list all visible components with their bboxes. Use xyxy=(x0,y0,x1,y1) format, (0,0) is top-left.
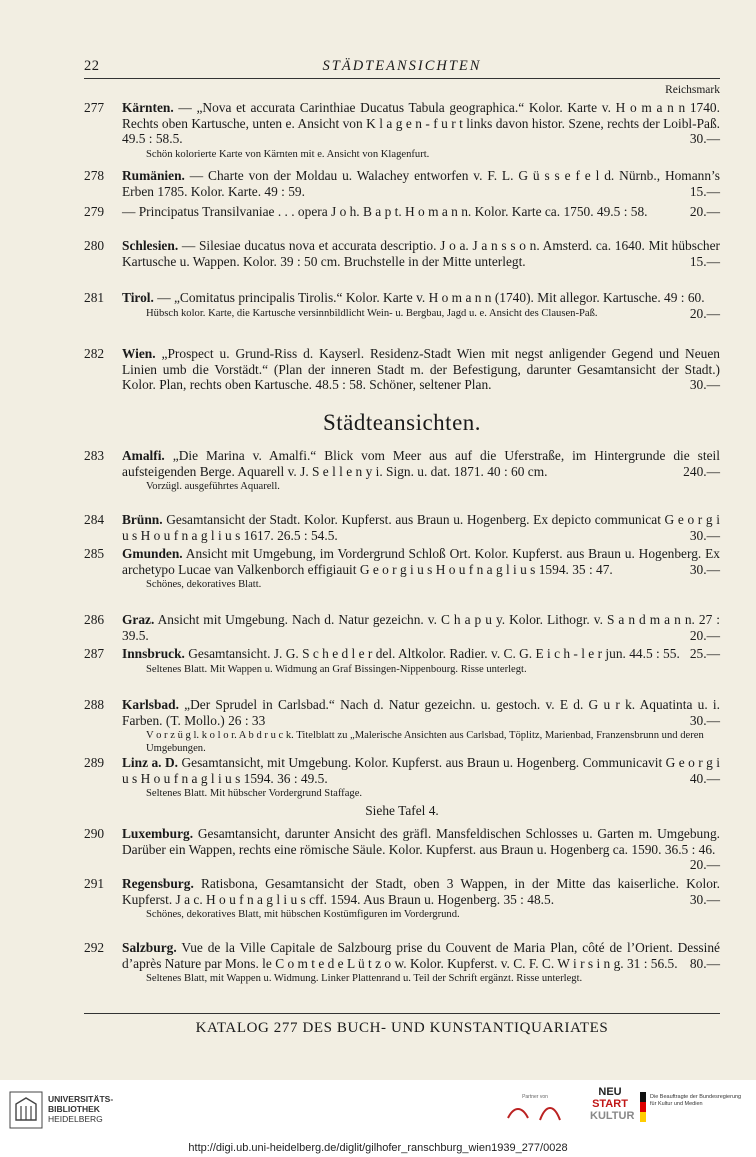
partner-emblem-icon xyxy=(500,1100,570,1124)
entry-price: 20.— xyxy=(689,857,720,873)
entry-body xyxy=(122,512,720,543)
entry-title: Innsbruck. xyxy=(122,646,185,661)
entry-body xyxy=(122,346,720,393)
entry-body xyxy=(122,448,720,479)
entry-title: Karlsbad. xyxy=(122,697,179,712)
entry-price: 30.— xyxy=(689,131,720,147)
entry-number: 288 xyxy=(84,697,105,712)
entry-number: 279 xyxy=(84,204,105,219)
entry-price: 25.— xyxy=(689,646,720,661)
footer-rule xyxy=(84,1013,720,1014)
entry-price: 20.— xyxy=(689,305,720,321)
entry-description: Gesamtansicht, mit Umgebung. Kolor. Kupferst. aus Braun u. Hogenberg. Communicavit G e o r g i u s H o u f n a g l i u s 1594. 36 : 49.5. xyxy=(122,755,720,786)
entry-number: 283 xyxy=(84,448,105,463)
entry-price: 240.— xyxy=(683,463,720,479)
university-library-name: UNIVERSITÄTS- BIBLIOTHEK HEIDELBERG xyxy=(48,1094,114,1124)
entry-title: Linz a. D. xyxy=(122,755,178,770)
catalog-entry xyxy=(84,612,720,643)
page-number: 22 xyxy=(84,58,100,74)
entry-number: 292 xyxy=(84,940,105,955)
entry-description: Gesamtansicht der Stadt. Kolor. Kupferst. aus Braun u. Hogenberg. Ex depicto communicat G e o r g i u s H o u f n a g l i u s 1617. 26.5 : 54.5. xyxy=(122,512,720,543)
entry-price: 20.— xyxy=(689,204,720,219)
header-rule xyxy=(84,78,720,79)
entry-note: Schönes, dekoratives Blatt, mit hübschen Kostümfiguren im Vordergrund. xyxy=(146,909,460,921)
entry-body xyxy=(122,876,720,907)
entry-price: 30.— xyxy=(689,527,720,543)
entry-body xyxy=(122,646,720,662)
entry-title: Graz. xyxy=(122,612,155,627)
entry-price: 80.— xyxy=(689,955,720,971)
entry-title: Amalfi. xyxy=(122,448,165,463)
entry-title: Wien. xyxy=(122,346,156,361)
entry-description: — „Nova et accurata Carinthiae Ducatus Tabula geographica.“ Kolor. Karte v. H o m a n n 1740. Rechts oben Kartusche, unten e. Ansicht von K l a g e n - f u r t links davon histor. Szene, rechts der Loibl-Paß. 49.5 : 58.5. xyxy=(122,100,720,147)
entry-body xyxy=(122,204,720,220)
entry-description: Ansicht mit Umgebung. Nach d. Natur gezeichn. v. C h a p u y. Kolor. Lithogr. v. S a n d m a n n. 27 : 39.5. xyxy=(122,612,721,643)
catalog-entry xyxy=(84,876,720,921)
entry-price: 30.— xyxy=(689,377,720,393)
entry-note: Seltenes Blatt. Mit Wappen u. Widmung an Graf Bissingen-Nippenbourg. Risse unterlegt. xyxy=(146,663,527,675)
catalog-entry xyxy=(84,168,720,199)
catalog-entry xyxy=(84,512,720,543)
entry-price: 30.— xyxy=(689,561,720,577)
catalog-entry xyxy=(84,697,720,755)
entry-description: Gesamtansicht. J. G. S c h e d l e r del. Altkolor. Radier. v. C. G. E i c h - l e r jun. 44.5 : 55. xyxy=(188,646,680,661)
entry-title: Regensburg. xyxy=(122,876,194,891)
entry-description: Ansicht mit Umgebung, im Vordergrund Schloß Ort. Kolor. Kupferst. aus Braun u. Hogenberg. Ex archetypo Lucae van Valkenborch effigiauit G e o r g i u s H o u f n a g l i u s 1594. 35 : 47. xyxy=(122,546,720,577)
entry-body xyxy=(122,546,720,577)
entry-title: Kärnten. xyxy=(122,100,174,115)
catalog-entry xyxy=(84,448,720,493)
source-url[interactable]: http://digi.ub.uni-heidelberg.de/diglit/gilhofer_ranschburg_wien1939_277/0028 xyxy=(188,1142,568,1154)
catalog-entry xyxy=(84,100,720,161)
entry-number: 291 xyxy=(84,876,105,891)
logo-bar xyxy=(0,1080,756,1140)
entry-note: Hübsch kolor. Karte, die Kartusche versinnbildlicht Wein- u. Bergbau, Jagd u. e. Ansicht des Clausen-Paß. xyxy=(146,307,598,319)
entry-number: 286 xyxy=(84,612,105,627)
university-library-logo-icon xyxy=(8,1090,44,1130)
entry-number: 280 xyxy=(84,238,105,253)
entry-number: 278 xyxy=(84,168,105,183)
entry-price: 15.— xyxy=(689,183,720,199)
catalog-entry xyxy=(84,646,720,676)
entry-body xyxy=(122,826,720,873)
entry-note: Schön kolorierte Karte von Kärnten mit e. Ansicht von Klagenfurt. xyxy=(146,148,430,160)
entry-note: Schönes, dekoratives Blatt. xyxy=(146,579,262,591)
entry-note: Vorzügl. ausgeführtes Aquarell. xyxy=(146,481,280,493)
entry-number: 285 xyxy=(84,546,105,561)
catalog-entry xyxy=(84,546,720,591)
neustart-kultur-logo: NEU START KULTUR xyxy=(590,1086,635,1122)
entry-description: — Charte von der Moldau u. Walachey entworfen v. F. L. G ü s s e f e l d. Nürnb., Homann’s Erben 1785. Kolor. Karte. 49 : 59. xyxy=(122,168,720,199)
entry-price: 30.— xyxy=(689,891,720,907)
entry-number: 281 xyxy=(84,290,105,305)
entry-title: Schlesien. xyxy=(122,238,179,253)
catalog-entry xyxy=(84,238,720,269)
entry-price: 40.— xyxy=(689,770,720,786)
entry-description: — Silesiae ducatus nova et accurata descriptio. J o a. J a n s s o n. Amsterd. ca. 1640. Mit hübscher Kartusche u. Wappen. Kolor. 39 : 50 cm. Bruchstelle in der Mitte unterlegt. xyxy=(122,238,720,269)
currency-label: Reichsmark xyxy=(665,84,720,96)
entry-title: Luxemburg. xyxy=(122,826,194,841)
catalog-footer: KATALOG 277 DES BUCH- UND KUNSTANTIQUARIATES xyxy=(195,1020,609,1036)
entry-body xyxy=(122,100,720,147)
section-title: Städteansichten. xyxy=(322,410,482,435)
catalog-entry xyxy=(84,940,720,985)
entry-number: 287 xyxy=(84,646,105,661)
entry-note: Seltenes Blatt, mit Wappen u. Widmung. Linker Plattenrand u. Teil der Schrift ergänzt. Risse unterlegt. xyxy=(146,973,583,985)
entry-description: — Principatus Transilvaniae . . . opera J o h. B a p t. H o m a n n. Kolor. Karte ca. 1750. 49.5 : 58. xyxy=(122,204,648,219)
entry-description: — „Comitatus principalis Tirolis.“ Kolor. Karte v. H o m a n n (1740). Mit allegor. Kartusche. 49 : 60. xyxy=(157,290,705,305)
partner-logo: Partner von xyxy=(500,1094,570,1126)
page-header xyxy=(84,58,720,80)
entry-body xyxy=(122,940,720,971)
federal-flag-icon xyxy=(640,1092,646,1122)
entry-body xyxy=(122,612,720,643)
plate-reference: Siehe Tafel 4. xyxy=(365,803,439,818)
entry-body xyxy=(122,755,720,786)
entry-body xyxy=(122,697,720,728)
entry-number: 290 xyxy=(84,826,105,841)
catalog-entry xyxy=(84,204,720,220)
entry-price: 20.— xyxy=(689,627,720,643)
entry-description: „Der Sprudel in Carlsbad.“ Nach d. Natur gezeichn. u. gestoch. v. E d. G u r k. Aquatinta u. i. Farben. (T. Mollo.) 26 : 33 xyxy=(122,697,720,728)
entry-title: Salzburg. xyxy=(122,940,177,955)
entry-description: Ratisbona, Gesamtansicht der Stadt, oben 3 Wappen, in der Mitte das kaiserliche. Kolor. Kupferst. J a c. H o u f n a g l i u s cff. 1594. Aus Braun u. Hogenberg. 35 : 48.5. xyxy=(122,876,720,907)
catalog-entry xyxy=(84,346,720,393)
entry-number: 277 xyxy=(84,100,105,115)
entry-title: Gmunden. xyxy=(122,546,183,561)
entry-description: Gesamtansicht, darunter Ansicht des gräfl. Mansfeldischen Schlosses u. Garten m. Umgebung. Darüber ein Wappen, rechts eine römische Säule. Kolor. Kupferst. aus Braun u. Hogenberg ca. 1590. 36.5 : 46. xyxy=(122,826,720,857)
entry-body xyxy=(122,238,720,269)
entry-price: 15.— xyxy=(689,253,720,269)
federal-government-label: Die Beauftragte der Bundesregierung für Kultur und Medien xyxy=(650,1094,742,1107)
catalog-entry xyxy=(84,826,720,873)
entry-body xyxy=(122,168,720,199)
entry-note: V o r z ü g l. k o l o r. A b d r u c k. Titelblatt zu „Malerische Ansichten aus Carlsbad, Töplitz, Marienbad, Franzensbrunn und deren Umgebungen. xyxy=(146,730,704,755)
entry-description: „Die Marina v. Amalfi.“ Blick vom Meer aus auf die Uferstraße, im Hintergrunde die steil aufsteigenden Berge. Aquarell v. J. S e l l e n y i. Sign. u. dat. 1871. 40 : 60 cm. xyxy=(122,448,720,479)
entry-description: Vue de la Ville Capitale de Salzbourg prise du Couvent de Maria Plan, côté de l’Orient. Dessiné d’après Nature par Mons. le C o m t e d e L ü t z o w. Kolor. Kupferst. v. C. F. C. W i r s i n g. 31 : 56.5. xyxy=(122,940,721,971)
catalog-entry xyxy=(84,755,720,800)
entry-title: Rumänien. xyxy=(122,168,185,183)
entry-number: 284 xyxy=(84,512,105,527)
entry-number: 282 xyxy=(84,346,105,361)
entry-note: Seltenes Blatt. Mit hübscher Vordergrund Staffage. xyxy=(146,788,363,800)
entry-title: Tirol. xyxy=(122,290,154,305)
entry-price: 30.— xyxy=(689,712,720,728)
entry-title: Brünn. xyxy=(122,512,163,527)
running-title: STÄDTEANSICHTEN xyxy=(322,58,482,74)
entry-description: „Prospect u. Grund-Riss d. Kayserl. Residenz-Stadt Wien mit negst anligender Gegend und Neuen Linien umb die Vorstädt.“ (Plan der inneren Stadt m. der Befestigung, darunter Gesamtansicht der Stadt.) Kolor. Plan, rechts oben Kartusche. 48.5 : 58. Schöner, seltener Plan. xyxy=(122,346,720,393)
catalog-entry xyxy=(84,290,720,321)
entry-number: 289 xyxy=(84,755,105,770)
